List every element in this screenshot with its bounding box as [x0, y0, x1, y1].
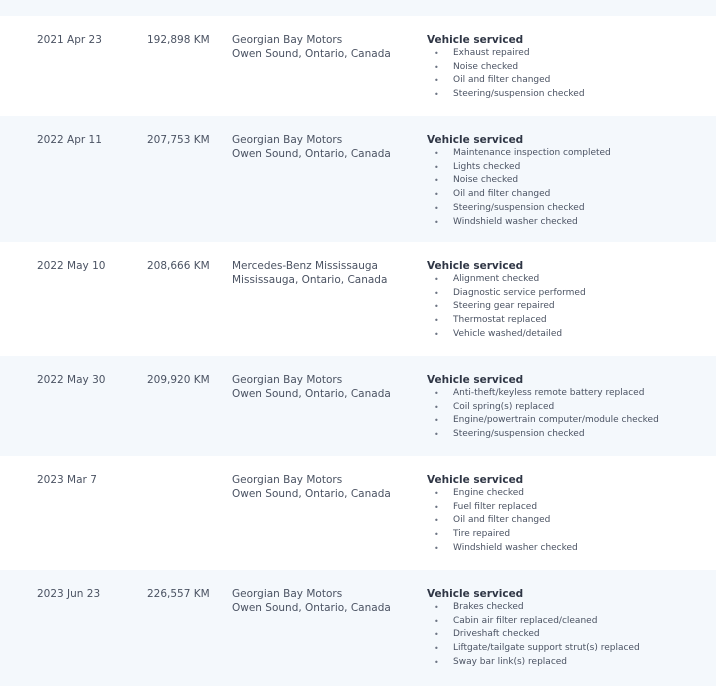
service-items-list [427, 601, 712, 670]
record-dealer [232, 373, 422, 401]
service-record-row [0, 356, 716, 456]
record-odometer: 208,666 KM [147, 260, 210, 272]
service-item: • Windshield washer checked [427, 542, 712, 556]
record-dealer [232, 473, 422, 501]
service-item: • Steering/suspension checked [427, 88, 712, 102]
record-date: 2023 Jun 23 [37, 588, 101, 600]
record-odometer: 192,898 KM [147, 34, 210, 46]
record-title: Vehicle serviced [427, 588, 524, 600]
record-details [427, 259, 712, 342]
record-details [427, 587, 712, 670]
service-item: • Liftgate/tailgate support strut(s) replaced [427, 642, 712, 656]
service-record-row [0, 456, 716, 570]
service-record-row [0, 116, 716, 242]
dealer-name: Mercedes-Benz Mississauga [232, 260, 378, 272]
service-item: • Coil spring(s) replaced [427, 401, 712, 415]
service-item: • Fuel filter replaced [427, 501, 712, 515]
dealer-location: Owen Sound, Ontario, Canada [232, 148, 391, 160]
record-date: 2023 Mar 7 [37, 474, 97, 486]
service-item: • Tire repaired [427, 528, 712, 542]
service-item: • Oil and filter changed [427, 188, 712, 202]
service-item: • Oil and filter changed [427, 514, 712, 528]
top-strip [0, 0, 716, 16]
service-item: • Maintenance inspection completed [427, 147, 712, 161]
record-title: Vehicle serviced [427, 134, 524, 146]
service-item: • Alignment checked [427, 273, 712, 287]
service-item: • Exhaust repaired [427, 47, 712, 61]
service-item: • Windshield washer checked [427, 216, 712, 230]
dealer-location: Owen Sound, Ontario, Canada [232, 48, 391, 60]
service-item: • Noise checked [427, 174, 712, 188]
dealer-name: Georgian Bay Motors [232, 588, 343, 600]
service-item: • Diagnostic service performed [427, 287, 712, 301]
record-dealer [232, 587, 422, 615]
service-item: • Noise checked [427, 61, 712, 75]
record-title: Vehicle serviced [427, 474, 524, 486]
dealer-location: Owen Sound, Ontario, Canada [232, 488, 391, 500]
service-item: • Engine/powertrain computer/module checked [427, 414, 712, 428]
dealer-location: Owen Sound, Ontario, Canada [232, 602, 391, 614]
record-odometer: 226,557 KM [147, 588, 210, 600]
record-details [427, 373, 712, 442]
record-title: Vehicle serviced [427, 374, 524, 386]
record-date: 2022 May 10 [37, 260, 106, 272]
service-record-row [0, 242, 716, 356]
service-item: • Steering/suspension checked [427, 428, 712, 442]
service-item: • Driveshaft checked [427, 628, 712, 642]
dealer-name: Georgian Bay Motors [232, 474, 343, 486]
service-items-list [427, 387, 712, 442]
record-dealer [232, 133, 422, 161]
record-details [427, 133, 712, 229]
record-dealer [232, 259, 422, 287]
service-item: • Steering/suspension checked [427, 202, 712, 216]
record-details [427, 473, 712, 556]
record-details [427, 33, 712, 102]
record-title: Vehicle serviced [427, 260, 524, 272]
service-item: • Steering gear repaired [427, 300, 712, 314]
dealer-name: Georgian Bay Motors [232, 34, 343, 46]
service-record-row [0, 570, 716, 686]
dealer-location: Mississauga, Ontario, Canada [232, 274, 388, 286]
service-items-list [427, 273, 712, 342]
service-items-list [427, 487, 712, 556]
service-item: • Engine checked [427, 487, 712, 501]
record-date: 2022 Apr 11 [37, 134, 102, 146]
service-item: • Sway bar link(s) replaced [427, 656, 712, 670]
service-items-list [427, 47, 712, 102]
service-item: • Brakes checked [427, 601, 712, 615]
record-dealer [232, 33, 422, 61]
record-title: Vehicle serviced [427, 34, 524, 46]
record-date: 2022 May 30 [37, 374, 106, 386]
dealer-location: Owen Sound, Ontario, Canada [232, 388, 391, 400]
service-items-list [427, 147, 712, 229]
record-odometer: 209,920 KM [147, 374, 210, 386]
record-odometer: 207,753 KM [147, 134, 210, 146]
service-item: • Vehicle washed/detailed [427, 328, 712, 342]
service-item: • Anti-theft/keyless remote battery replaced [427, 387, 712, 401]
dealer-name: Georgian Bay Motors [232, 374, 343, 386]
service-item: • Oil and filter changed [427, 74, 712, 88]
service-item: • Cabin air filter replaced/cleaned [427, 615, 712, 629]
service-item: • Thermostat replaced [427, 314, 712, 328]
service-item: • Lights checked [427, 161, 712, 175]
record-date: 2021 Apr 23 [37, 34, 102, 46]
service-record-row [0, 16, 716, 116]
dealer-name: Georgian Bay Motors [232, 134, 343, 146]
